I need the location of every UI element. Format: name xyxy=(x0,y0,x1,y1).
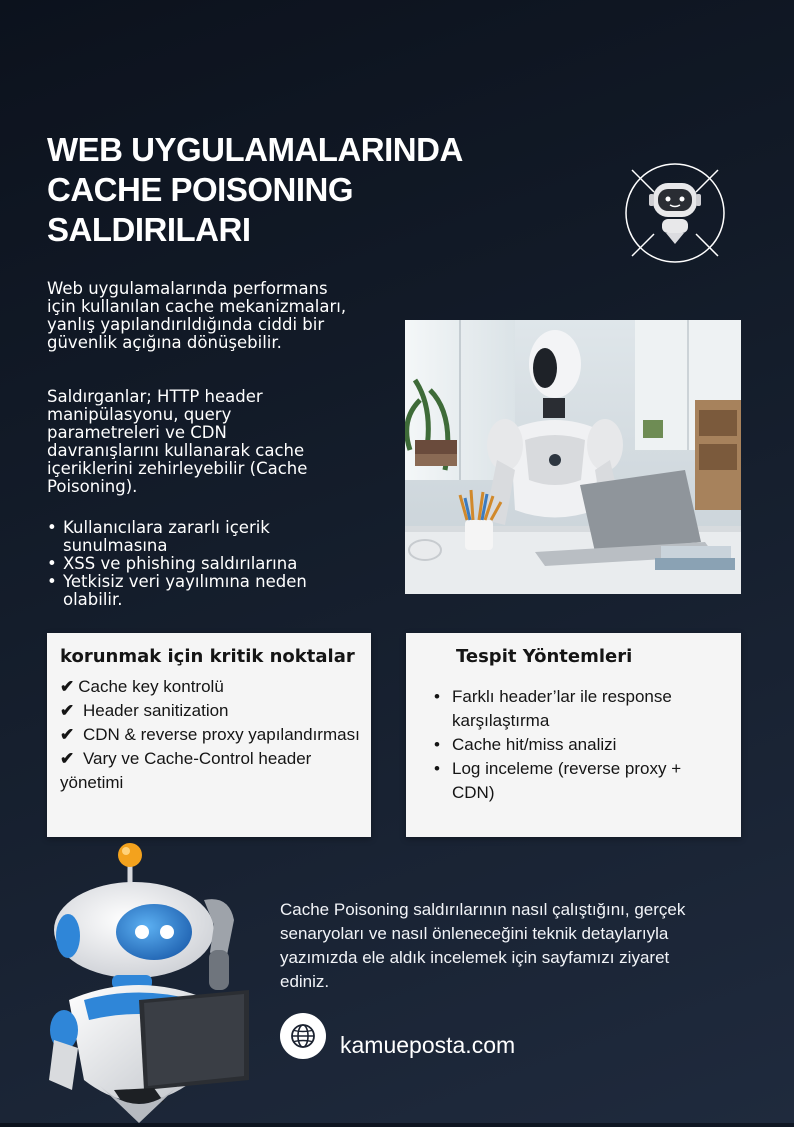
list-item: • Cache hit/miss analizi xyxy=(434,733,724,757)
list-item xyxy=(60,699,365,723)
intro-paragraph-2: Saldırganlar; HTTP header manipülasyonu, query parametreleri ve CDN davranışlarını kullanarak cache içeriklerini zehirleyebilir (Cache Poisoning). xyxy=(47,387,308,496)
title-line-3: SALDIRILARI xyxy=(47,211,251,248)
list-item: • Log inceleme (reverse proxy + CDN) xyxy=(434,757,724,805)
list-item: • Yetkisiz veri yayılımına neden olabilir. xyxy=(47,573,347,609)
protection-card xyxy=(47,633,371,837)
check-icon: ✔ xyxy=(60,749,75,768)
robot-laptop-photo xyxy=(405,320,741,594)
globe-icon[interactable] xyxy=(280,1013,326,1059)
list-item xyxy=(60,675,365,699)
list-item: • XSS ve phishing saldırılarına xyxy=(47,555,347,573)
cta-text: Cache Poisoning saldırılarının nasıl çalıştığını, gerçek senaryoları ve nasıl önleneceğini teknik detaylarıyla yazımızda ele aldık incelemek için sayfamızı ziyaret ediniz. xyxy=(280,900,686,991)
check-icon: ✔ xyxy=(60,725,75,744)
list-item-label: Header sanitization xyxy=(78,701,229,720)
protection-card-title: korunmak için kritik noktalar xyxy=(60,646,355,667)
robot-logo-icon xyxy=(624,162,726,264)
robot-illustration xyxy=(44,840,254,1123)
list-item xyxy=(60,723,365,747)
check-icon: ✔ xyxy=(60,701,75,720)
detection-card xyxy=(406,633,741,837)
risk-list xyxy=(47,519,347,609)
title-line-1: WEB UYGULAMALARINDA xyxy=(47,131,463,168)
list-item: • Farklı header’lar ile response karşılaştırma xyxy=(434,685,724,733)
list-item-label: Cache key kontrolü xyxy=(78,677,224,696)
check-icon: ✔ xyxy=(60,677,75,696)
detection-card-title: Tespit Yöntemleri xyxy=(456,646,633,667)
detection-list xyxy=(434,685,724,805)
list-item-label: CDN & reverse proxy yapılandırması xyxy=(78,725,360,744)
title-line-2: CACHE POISONING xyxy=(47,171,354,208)
protection-list xyxy=(60,675,365,795)
list-item: • Kullanıcılara zararlı içerik sunulmasına xyxy=(47,519,347,555)
page-title xyxy=(47,130,467,250)
website-link[interactable]: kamueposta.com xyxy=(340,1032,516,1058)
list-item xyxy=(60,747,365,795)
intro-paragraph-1: Web uygulamalarında performans için kullanılan cache mekanizmaları, yanlış yapılandırıldığında ciddi bir güvenlik açığına dönüşebilir. xyxy=(47,279,347,352)
list-item-label: Vary ve Cache-Control header yönetimi xyxy=(60,749,312,792)
